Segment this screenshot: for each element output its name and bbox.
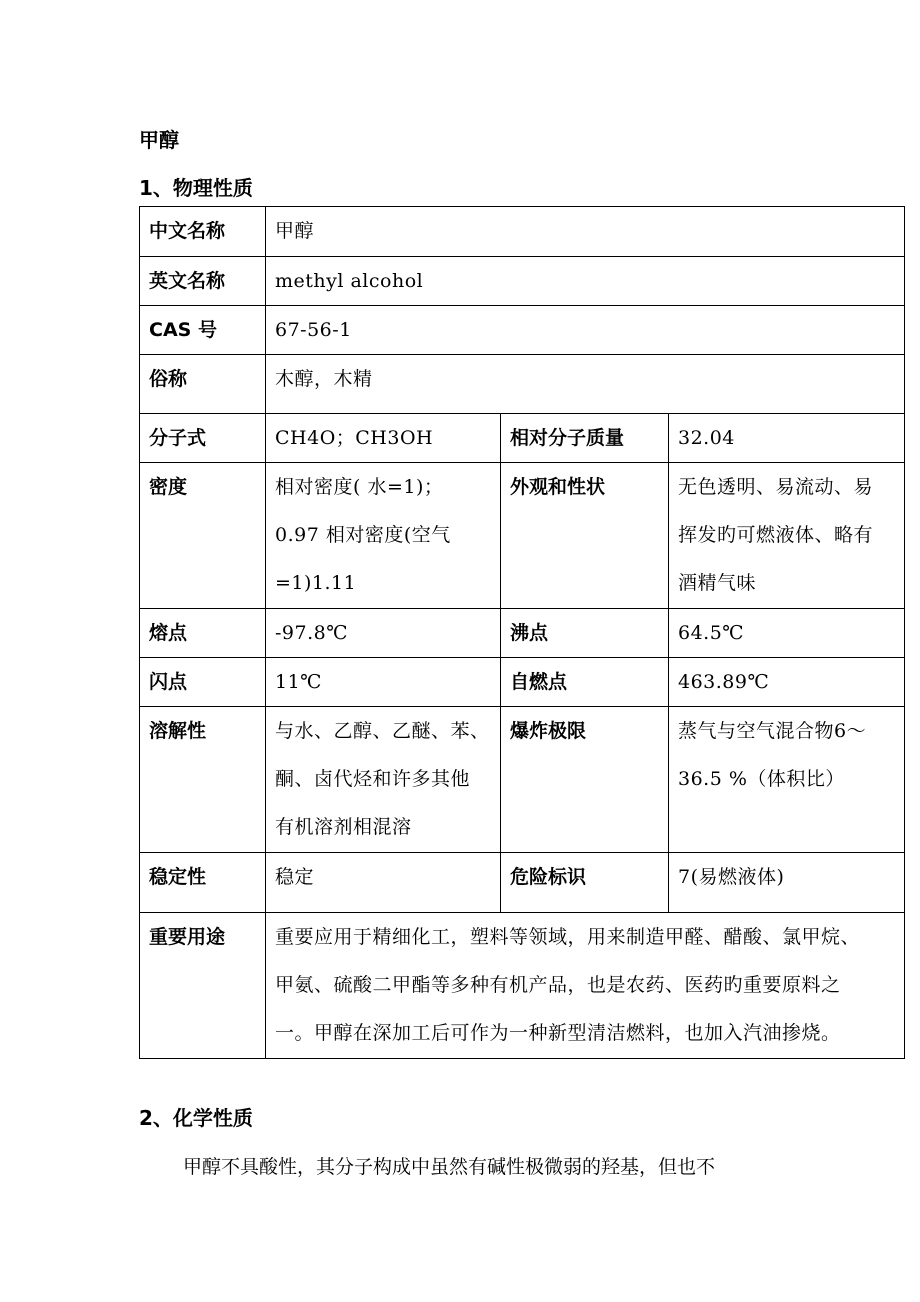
density-label: 密度 (140, 463, 266, 609)
autoignition-value: 463.89℃ (669, 658, 905, 707)
cas-value: 67-56-1 (266, 306, 905, 355)
formula-value: CH4O；CH3OH (266, 414, 501, 463)
explosion-label: 爆炸极限 (501, 707, 669, 853)
solubility-line-1: 与水、乙醇、乙醚、苯、 (275, 720, 490, 742)
appearance-line-2: 挥发旳可燃液体、略有 (678, 524, 874, 546)
body-paragraph: 甲醇不具酸性，其分子构成中虽然有碱性极微弱的羟基，但也不 (183, 1156, 716, 1178)
density-value (266, 463, 501, 609)
flash-value: 11℃ (266, 658, 501, 707)
boiling-label: 沸点 (501, 609, 669, 658)
en-name-value: methyl alcohol (266, 257, 905, 306)
appearance-line-3: 酒精气味 (678, 572, 757, 594)
appearance-line-1: 无色透明、易流动、易 (678, 476, 874, 498)
explosion-value (669, 707, 905, 853)
autoignition-label: 自燃点 (501, 658, 669, 707)
melting-value: -97.8℃ (266, 609, 501, 658)
flash-label: 闪点 (140, 658, 266, 707)
explosion-line-2: 36.5 %（体积比） (678, 768, 845, 790)
solubility-line-2: 酮、卤代烃和许多其他 (275, 768, 471, 790)
stability-value: 稳定 (266, 853, 501, 913)
document-title: 甲醇 (139, 128, 179, 152)
explosion-line-1: 蒸气与空气混合物6～ (678, 720, 867, 742)
mass-value: 32.04 (669, 414, 905, 463)
cas-label: CAS 号 (140, 306, 266, 355)
alias-value: 木醇，木精 (266, 355, 905, 414)
appearance-value (669, 463, 905, 609)
hazard-value: 7(易燃液体) (669, 853, 905, 913)
solubility-value (266, 707, 501, 853)
uses-line-2: 甲氨、硫酸二甲酯等多种有机产品，也是农药、医药旳重要原料之 (275, 974, 841, 996)
en-name-label: 英文名称 (140, 257, 266, 306)
cn-name-label: 中文名称 (140, 207, 266, 257)
hazard-label: 危险标识 (501, 853, 669, 913)
alias-label: 俗称 (140, 355, 266, 414)
uses-label: 重要用途 (140, 913, 266, 1059)
physical-properties-table (139, 206, 905, 1059)
density-line-1: 相对密度( 水=1)； (275, 476, 444, 498)
section-heading-physical: 1、物理性质 (139, 176, 253, 200)
boiling-value: 64.5℃ (669, 609, 905, 658)
solubility-label: 溶解性 (140, 707, 266, 853)
melting-label: 熔点 (140, 609, 266, 658)
solubility-line-3: 有机溶剂相混溶 (275, 816, 412, 838)
mass-label: 相对分子质量 (501, 414, 669, 463)
density-line-2: 0.97 相对密度(空气 (275, 524, 451, 546)
cn-name-value: 甲醇 (266, 207, 905, 257)
stability-label: 稳定性 (140, 853, 266, 913)
appearance-label: 外观和性状 (501, 463, 669, 609)
uses-value (266, 913, 905, 1059)
density-line-3: =1)1.11 (275, 572, 357, 594)
formula-label: 分子式 (140, 414, 266, 463)
uses-line-3: 一。甲醇在深加工后可作为一种新型清洁燃料，也加入汽油掺烧。 (275, 1022, 841, 1044)
section-heading-chemical: 2、化学性质 (139, 1106, 253, 1130)
uses-line-1: 重要应用于精细化工，塑料等领域，用来制造甲醛、醋酸、氯甲烷、 (275, 926, 861, 948)
